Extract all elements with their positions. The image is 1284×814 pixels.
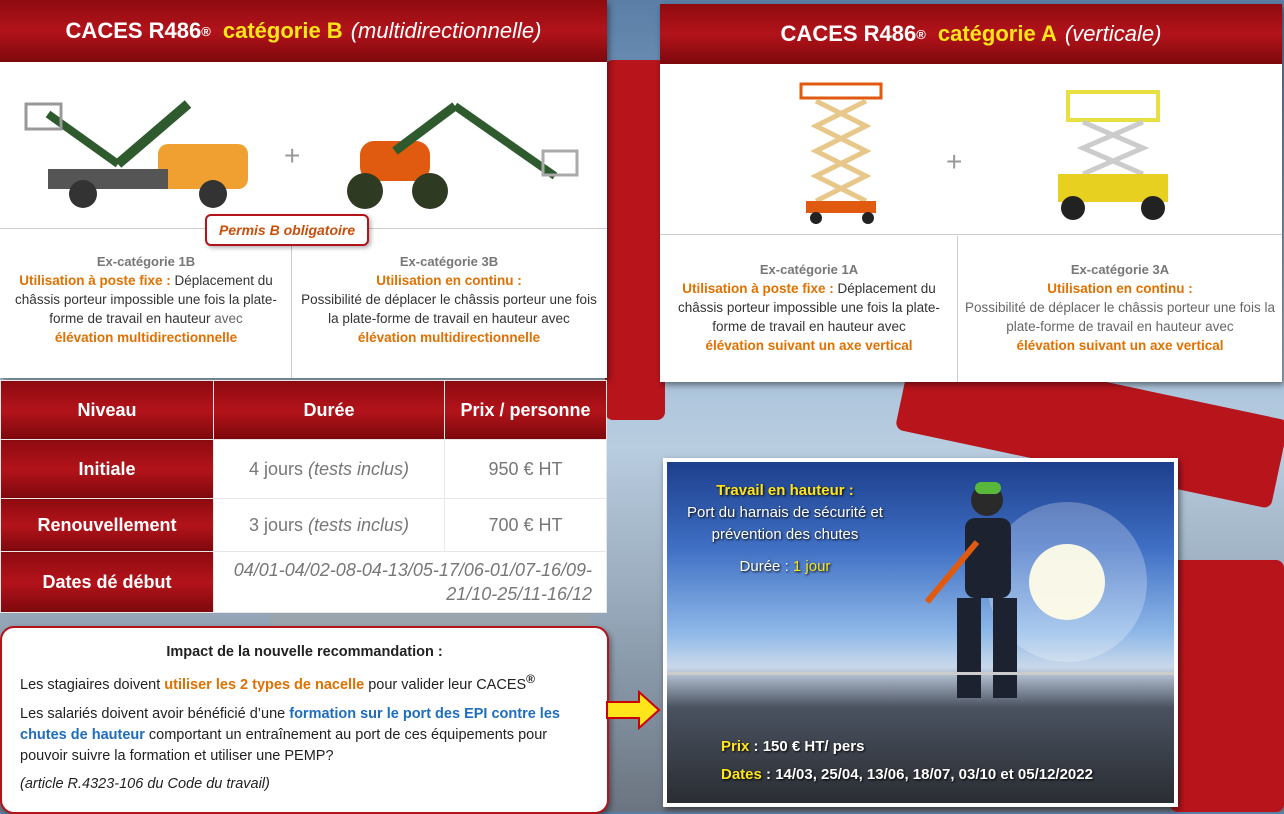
pricing-table	[0, 380, 607, 613]
ex-category-1a-text: Déplacement du châssis porteur impossible une fois la plate-forme de travail en hauteur avec	[678, 281, 940, 334]
category-a-title: CACES R486	[780, 21, 917, 46]
ex-category-3b-title: Ex-catégorie 3B	[399, 254, 499, 269]
category-b-header	[0, 0, 607, 62]
impact-reference: (article R.4323-106 du Code du travail)	[20, 776, 270, 792]
fixed-position-label: Utilisation à poste fixe :	[19, 273, 171, 288]
header-level: Niveau	[1, 381, 214, 440]
table-row	[1, 552, 607, 613]
duration-note: (tests inclus)	[308, 514, 410, 535]
arrow-right-icon	[605, 690, 661, 730]
table-header-row	[1, 381, 607, 440]
harness-info	[685, 480, 885, 578]
registered-mark: ®	[916, 26, 926, 42]
impact-p1-text: Les stagiaires doivent	[20, 676, 165, 693]
level-renewal: Renouvellement	[1, 499, 214, 552]
duration-label: Durée :	[739, 558, 793, 575]
rough-terrain-scissor-lift-icon	[1048, 86, 1178, 226]
harness-title: Travail en hauteur :	[716, 482, 854, 499]
scissor-lift-icon	[786, 76, 896, 226]
category-b-images	[0, 62, 607, 229]
start-dates-label: Dates dé début	[1, 552, 214, 613]
ex-category-1a-highlight: élévation suivant un axe vertical	[705, 338, 913, 353]
ex-category-3b-highlight: élévation multidirectionnelle	[357, 330, 541, 345]
continuous-use-label: Utilisation en continu :	[376, 273, 522, 288]
registered-mark: ®	[526, 672, 536, 686]
category-b-title: CACES R486	[65, 18, 202, 43]
permit-required-badge: Permis B obligatoire	[205, 214, 369, 246]
table-row	[1, 440, 607, 499]
ex-category-1b-text: Déplacement du châssis porteur impossible une fois la plate-forme de travail en hauteur	[15, 273, 277, 326]
impact-paragraph-1	[20, 672, 535, 693]
railing	[667, 672, 1174, 675]
ex-category-1b-title: Ex-catégorie 1B	[96, 254, 196, 269]
duration-initial	[214, 440, 445, 499]
start-dates-value: 04/01-04/02-08-04-13/05-17/06-01/07-16/09-21/10-25/11-16/12	[214, 552, 607, 613]
price-label: Prix	[721, 738, 750, 755]
category-b-panel	[0, 0, 607, 378]
impact-paragraph-2	[20, 704, 598, 767]
ex-category-3b-text: Possibilité de déplacer le châssis porteur une fois la plate-forme de travail en hauteur avec	[301, 292, 597, 326]
category-a-panel	[660, 4, 1282, 382]
continuous-use-label: Utilisation en continu :	[1047, 281, 1193, 296]
category-b-qualifier: (multidirectionnelle)	[350, 18, 542, 43]
category-a-images	[660, 64, 1282, 235]
ex-category-1b	[4, 252, 288, 347]
impact-p2-highlight: formation sur le port des EPI contre les chutes de hauteur	[20, 706, 560, 743]
harness-dates	[721, 766, 1093, 783]
ex-category-1b-text2: avec	[214, 311, 243, 326]
background-crane-arm	[605, 60, 665, 420]
category-a-label: catégorie A	[937, 21, 1057, 46]
price-initial: 950 € HT	[445, 440, 607, 499]
level-initial: Initiale	[1, 440, 214, 499]
header-price: Prix / personne	[445, 381, 607, 440]
dates-label: Dates	[721, 766, 762, 783]
ex-category-3a-title: Ex-catégorie 3A	[1070, 262, 1170, 277]
fixed-position-label: Utilisation à poste fixe :	[682, 281, 834, 296]
ex-category-3b	[298, 252, 600, 347]
ex-category-1a-title: Ex-catégorie 1A	[759, 262, 859, 277]
harness-price	[721, 738, 864, 755]
category-b-label: catégorie B	[222, 18, 343, 43]
background-crane-base	[1170, 560, 1284, 812]
registered-mark: ®	[201, 23, 211, 39]
impact-p2-text: Les salariés doivent avoir bénéficié d’une	[20, 706, 290, 722]
ex-category-3a-text: Possibilité de déplacer le châssis porteur une fois la plate-forme de travail en hauteur avec	[965, 300, 1275, 334]
price-renewal: 700 € HT	[445, 499, 607, 552]
duration-value: 4 jours	[248, 458, 308, 479]
dates-value: : 14/03, 25/04, 13/06, 18/07, 03/10 et 05/12/2022	[761, 766, 1093, 783]
impact-p1-text-end: pour valider leur CACES	[364, 676, 527, 693]
ex-category-3a-highlight: élévation suivant un axe vertical	[1016, 338, 1224, 353]
ex-category-3a	[964, 260, 1276, 355]
ex-category-1b-highlight: élévation multidirectionnelle	[54, 330, 238, 345]
plus-sign: +	[946, 146, 963, 177]
table-row	[1, 499, 607, 552]
price-value: : 150 € HT/ pers	[749, 738, 865, 755]
duration-renewal	[214, 499, 445, 552]
self-propelled-boom-lift-icon	[335, 96, 585, 216]
ex-category-1a	[666, 260, 952, 355]
harness-training-panel	[663, 458, 1178, 807]
header-duration: Durée	[214, 381, 445, 440]
impact-title: Impact de la nouvelle recommandation :	[166, 644, 443, 660]
column-divider	[291, 228, 292, 378]
duration-note: (tests inclus)	[308, 458, 410, 479]
harness-duration	[685, 556, 885, 578]
category-a-qualifier: (verticale)	[1064, 21, 1162, 46]
impact-p1-highlight: utiliser les 2 types de nacelle	[164, 676, 365, 693]
duration-value: 3 jours	[248, 514, 308, 535]
plus-sign: +	[284, 140, 301, 171]
duration-value: 1 jour	[792, 558, 831, 575]
impact-p2-text-end: comportant un entraînement au port de ces équipements pour pouvoir suivre la formation et utiliser une PEMP?	[20, 727, 548, 764]
harness-description: Port du harnais de sécurité et prévention des chutes	[687, 504, 883, 543]
impact-box	[0, 626, 609, 814]
truck-mounted-lift-icon	[18, 84, 258, 214]
column-divider	[957, 236, 958, 382]
worker-silhouette	[917, 472, 1057, 712]
category-a-header	[660, 4, 1282, 64]
